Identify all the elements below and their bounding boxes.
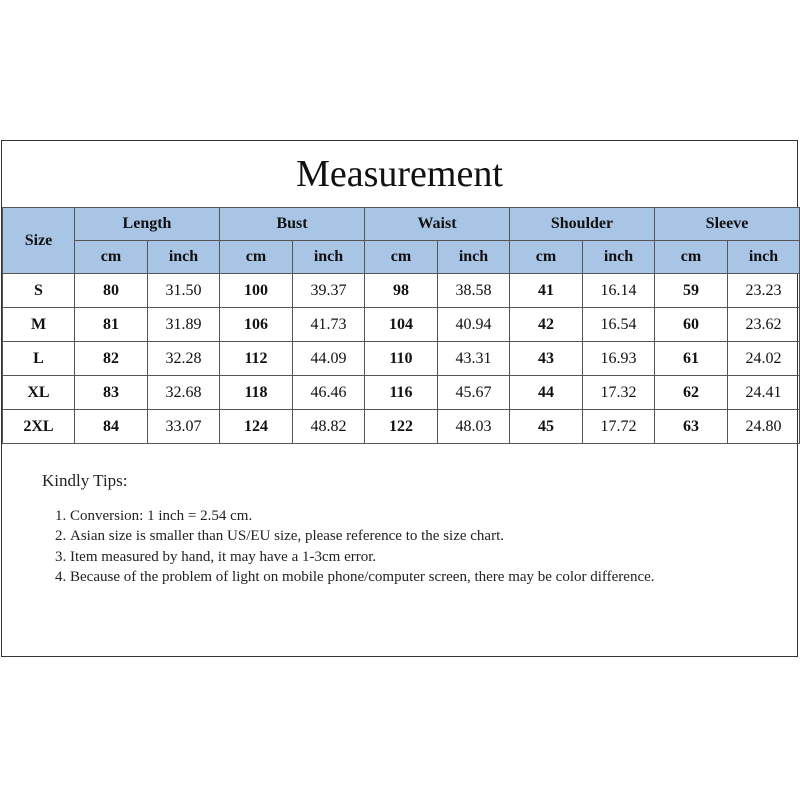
value-cell: 17.32	[583, 376, 655, 410]
value-cell: 33.07	[148, 410, 220, 444]
group-header-waist: Waist	[365, 208, 510, 241]
value-cell: 100	[220, 274, 293, 308]
unit-header: cm	[220, 241, 293, 274]
size-table	[2, 207, 800, 444]
value-cell: 41	[510, 274, 583, 308]
unit-header: cm	[655, 241, 728, 274]
tips-list	[42, 506, 762, 588]
value-cell: 124	[220, 410, 293, 444]
value-cell: 48.03	[438, 410, 510, 444]
size-cell: M	[3, 308, 75, 342]
value-cell: 106	[220, 308, 293, 342]
value-cell: 112	[220, 342, 293, 376]
value-cell: 80	[75, 274, 148, 308]
size-header: Size	[3, 208, 75, 274]
value-cell: 24.02	[728, 342, 800, 376]
value-cell: 32.28	[148, 342, 220, 376]
value-cell: 39.37	[293, 274, 365, 308]
size-cell: S	[3, 274, 75, 308]
value-cell: 32.68	[148, 376, 220, 410]
unit-header: inch	[728, 241, 800, 274]
value-cell: 44.09	[293, 342, 365, 376]
value-cell: 42	[510, 308, 583, 342]
unit-header: inch	[148, 241, 220, 274]
value-cell: 48.82	[293, 410, 365, 444]
value-cell: 31.50	[148, 274, 220, 308]
table-row	[3, 376, 800, 410]
tip-item: 2. Asian size is smaller than US/EU size, please reference to the size chart.	[70, 526, 762, 547]
tip-item: 1. Conversion: 1 inch = 2.54 cm.	[70, 506, 762, 527]
value-cell: 59	[655, 274, 728, 308]
unit-header: inch	[293, 241, 365, 274]
value-cell: 63	[655, 410, 728, 444]
value-cell: 116	[365, 376, 438, 410]
group-header-sleeve: Sleeve	[655, 208, 800, 241]
value-cell: 84	[75, 410, 148, 444]
value-cell: 24.80	[728, 410, 800, 444]
value-cell: 23.23	[728, 274, 800, 308]
tip-item: 4. Because of the problem of light on mobile phone/computer screen, there may be color difference.	[70, 567, 762, 588]
value-cell: 43.31	[438, 342, 510, 376]
value-cell: 122	[365, 410, 438, 444]
tip-item: 3. Item measured by hand, it may have a 1-3cm error.	[70, 547, 762, 568]
unit-header: cm	[75, 241, 148, 274]
value-cell: 60	[655, 308, 728, 342]
table-row	[3, 274, 800, 308]
value-cell: 45.67	[438, 376, 510, 410]
value-cell: 98	[365, 274, 438, 308]
value-cell: 44	[510, 376, 583, 410]
group-header-bust: Bust	[220, 208, 365, 241]
value-cell: 61	[655, 342, 728, 376]
measurement-card	[1, 140, 798, 657]
value-cell: 81	[75, 308, 148, 342]
table-row	[3, 342, 800, 376]
size-cell: L	[3, 342, 75, 376]
unit-header: cm	[510, 241, 583, 274]
group-header-shoulder: Shoulder	[510, 208, 655, 241]
value-cell: 23.62	[728, 308, 800, 342]
unit-header: inch	[438, 241, 510, 274]
group-header-length: Length	[75, 208, 220, 241]
value-cell: 82	[75, 342, 148, 376]
tips-title: Kindly Tips:	[42, 471, 128, 490]
size-cell: XL	[3, 376, 75, 410]
value-cell: 104	[365, 308, 438, 342]
header-row-units	[3, 241, 800, 274]
value-cell: 110	[365, 342, 438, 376]
table-row	[3, 410, 800, 444]
value-cell: 16.54	[583, 308, 655, 342]
unit-header: cm	[365, 241, 438, 274]
value-cell: 45	[510, 410, 583, 444]
value-cell: 16.93	[583, 342, 655, 376]
unit-header: inch	[583, 241, 655, 274]
value-cell: 16.14	[583, 274, 655, 308]
value-cell: 38.58	[438, 274, 510, 308]
table-row	[3, 308, 800, 342]
value-cell: 43	[510, 342, 583, 376]
header-row-groups	[3, 208, 800, 241]
value-cell: 17.72	[583, 410, 655, 444]
value-cell: 62	[655, 376, 728, 410]
size-cell: 2XL	[3, 410, 75, 444]
value-cell: 118	[220, 376, 293, 410]
value-cell: 24.41	[728, 376, 800, 410]
value-cell: 46.46	[293, 376, 365, 410]
value-cell: 40.94	[438, 308, 510, 342]
tips-section	[42, 471, 762, 588]
value-cell: 31.89	[148, 308, 220, 342]
chart-title: Measurement	[296, 153, 503, 195]
value-cell: 83	[75, 376, 148, 410]
value-cell: 41.73	[293, 308, 365, 342]
